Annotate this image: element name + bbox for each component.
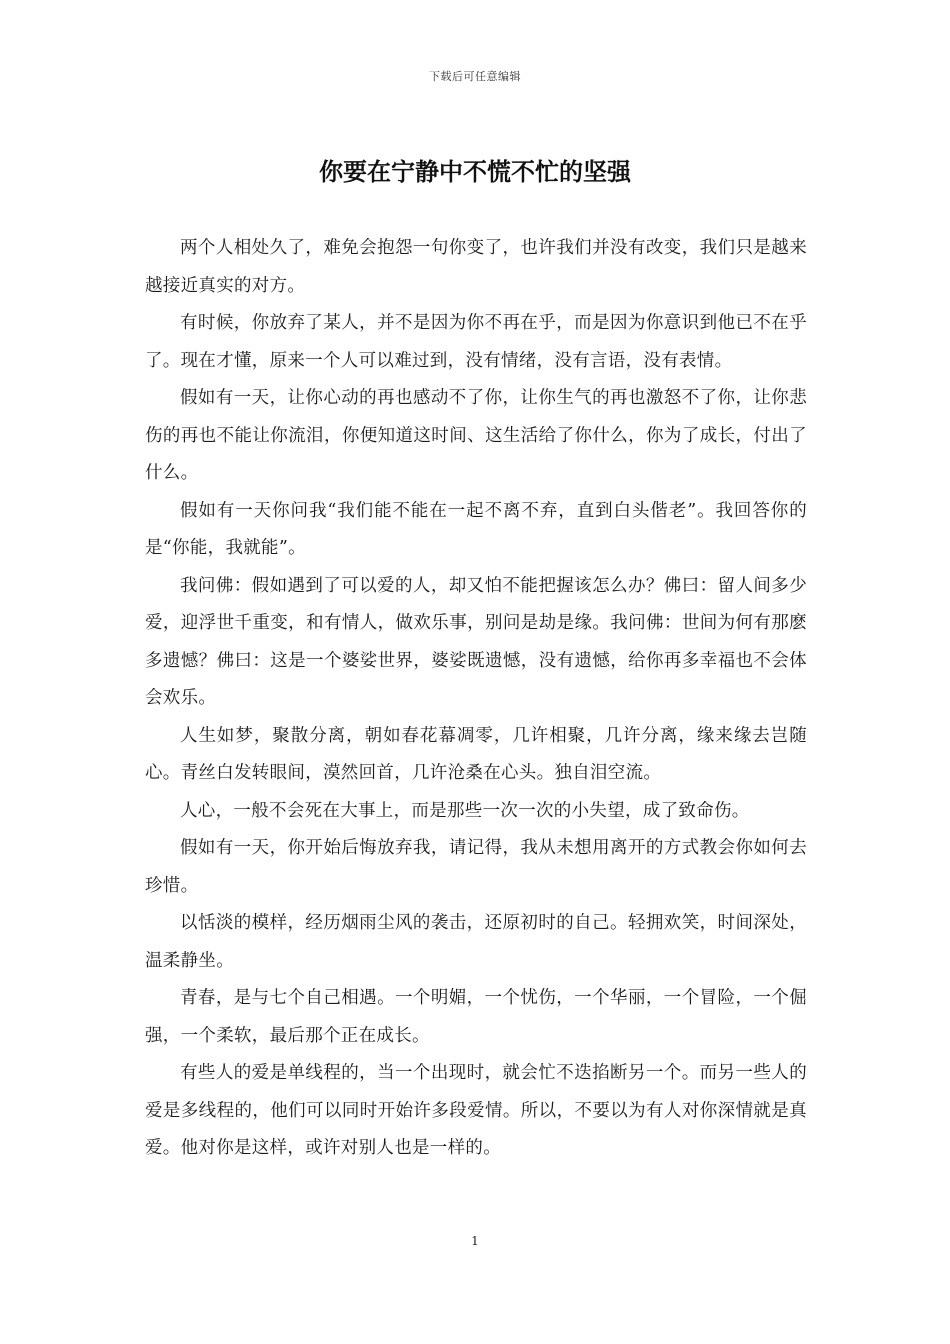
paragraph: 以恬淡的模样，经历烟雨尘风的袭击，还原初时的自己。轻拥欢笑，时间深处，温柔静坐。	[145, 913, 807, 971]
paragraph: 我问佛：假如遇到了可以爱的人，却又怕不能把握该怎么办？佛曰：留人间多少爱，迎浮世千重变，和有情人，做欢乐事，别问是劫是缘。我问佛：世间为何有那麽多遗憾？佛曰：这是一个婆娑世界，婆娑既遗憾，没有遗憾，给你再多幸福也不会体会欢乐。	[145, 575, 807, 708]
document-title: 你要在宁静中不慌不忙的坚强	[319, 157, 631, 186]
page-number: 1	[471, 1234, 479, 1248]
paragraph: 有些人的爱是单线程的，当一个出现时，就会忙不迭掐断另一个。而另一些人的爱是多线程的，他们可以同时开始许多段爱情。所以，不要以为有人对你深情就是真爱。他对你是这样，或许对别人也是一样的。	[145, 1063, 807, 1158]
paragraph: 假如有一天你问我“我们能不能在一起不离不弃，直到白头偕老”。我回答你的是“你能，我就能”。	[145, 500, 807, 558]
paragraph: 有时候，你放弃了某人，并不是因为你不再在乎，而是因为你意识到他已不在乎了。现在才懂，原来一个人可以难过到，没有情绪，没有言语，没有表情。	[145, 313, 807, 371]
paragraph: 人生如梦，聚散分离，朝如春花幕凋零，几许相聚，几许分离，缘来缘去岂随心。青丝白发转眼间，漠然回首，几许沧桑在心头。独自泪空流。	[145, 725, 807, 783]
paragraph: 两个人相处久了，难免会抱怨一句你变了，也许我们并没有改变，我们只是越来越接近真实的对方。	[145, 238, 807, 296]
header-note: 下载后可任意编辑	[429, 70, 521, 83]
paragraph: 假如有一天，你开始后悔放弃我，请记得，我从未想用离开的方式教会你如何去珍惜。	[145, 838, 807, 896]
document-body	[145, 230, 807, 1168]
paragraph: 假如有一天，让你心动的再也感动不了你，让你生气的再也激怒不了你，让你悲伤的再也不能让你流泪，你便知道这时间、这生活给了你什么，你为了成长，付出了什么。	[145, 388, 807, 483]
paragraph: 青春，是与七个自己相遇。一个明媚，一个忧伤，一个华丽，一个冒险，一个倔强，一个柔软，最后那个正在成长。	[145, 988, 807, 1046]
paragraph: 人心，一般不会死在大事上，而是那些一次一次的小失望，成了致命伤。	[180, 800, 750, 821]
